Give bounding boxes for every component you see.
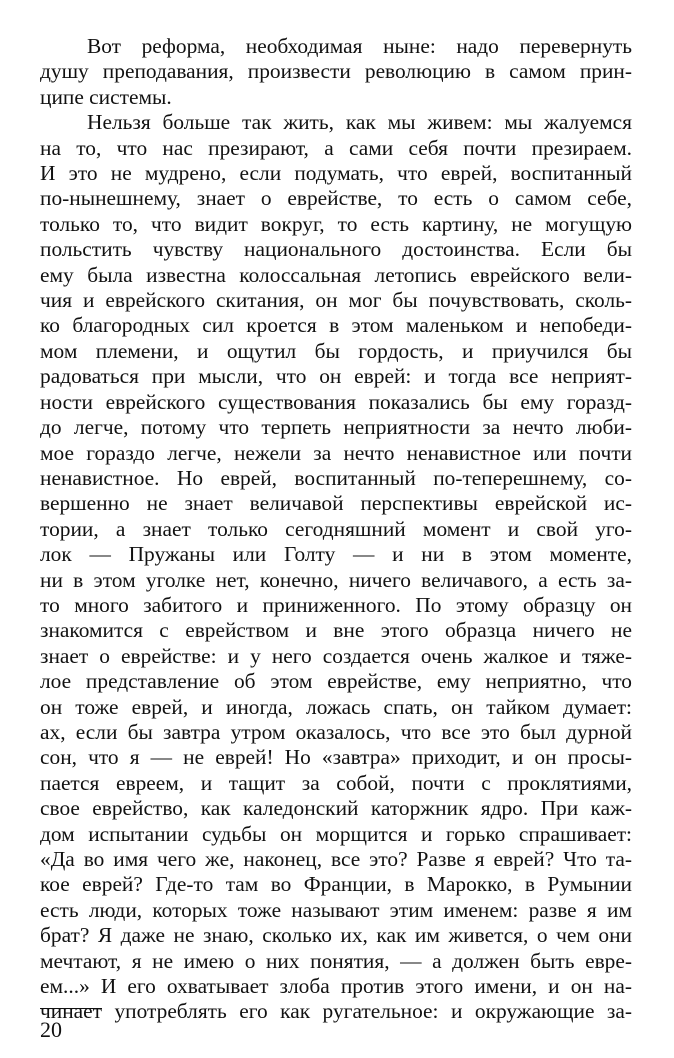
text-line: «Да во имя чего же, наконец, все это? Разве я еврей? Что та-: [40, 847, 632, 871]
text-line: лое представление об этом еврействе, ему неприятно, что: [40, 669, 632, 694]
text-line: кое еврей? Где-то там во Франции, в Марокко, в Румынии: [40, 872, 632, 897]
text-line: ах, если бы завтра утром оказалось, что все это был дурной: [40, 719, 632, 744]
page-number: 20: [40, 1017, 62, 1042]
text-line: дом испытании судьбы он морщится и горько спрашивает:: [40, 821, 632, 846]
text-line: польстить чувству национального достоинства. Если бы: [40, 237, 632, 262]
text-line: душу преподавания, произвести революцию в самом прин-: [40, 59, 632, 84]
text-line: ему была известна колоссальная летопись еврейского вели-: [40, 262, 632, 287]
text-line: тории, а знает только сегодняшний момент и свой уго-: [40, 516, 632, 541]
text-line: чия и еврейского скитания, он мог бы почувствовать, сколь-: [40, 288, 632, 313]
text-line: ности еврейского существования показались бы ему горазд-: [40, 389, 632, 414]
text-line: лок — Пружаны или Голту — и ни в этом моменте,: [40, 542, 632, 567]
text-line: мечтают, я не имею о них понятия, — а должен быть евре-: [40, 948, 632, 973]
text-line: пается евреем, и тащит за собой, почти с проклятиями,: [40, 770, 632, 795]
text-line: на то, что нас презирают, а сами себя почти презираем.: [40, 135, 632, 160]
text-line: то много забитого и приниженного. По этому образцу он: [40, 592, 632, 617]
paragraph: [40, 110, 632, 1025]
text-line: он тоже еврей, и иногда, ложась спать, он тайком думает:: [40, 694, 632, 719]
text-line: по-нынешнему, знает о еврействе, то есть о самом себе,: [40, 186, 632, 211]
text-line: радоваться при мысли, что он еврей: и тогда все неприят-: [40, 364, 632, 389]
text-line: брат? Я даже не знаю, сколько их, как им живется, о чем они: [40, 923, 632, 948]
text-line: только то, что видит вокруг, то есть картину, не могущую: [40, 211, 632, 236]
text-line: мое гораздо легче, нежели за нечто ненавистное или почти: [40, 440, 632, 465]
text-line: знакомится с еврейством и вне этого образца ничего не: [40, 618, 632, 643]
footer-rule: [40, 1008, 102, 1009]
text-line: знает о еврействе: и у него создается очень жалкое и тяже-: [40, 643, 632, 668]
text-line: И это не мудрено, если подумать, что еврей, воспитанный: [40, 161, 632, 186]
page-body: [40, 34, 632, 1025]
text-line: сон, что я — не еврей! Но «завтра» приходит, и он просы-: [40, 745, 632, 770]
text-line: ненавистное. Но еврей, воспитанный по-теперешнему, со-: [40, 465, 632, 490]
text-line: чинает употреблять его как ругательное: и окружающие за-: [40, 999, 632, 1024]
text-line: ем...» И его охватывает злоба против этого имени, и он на-: [40, 974, 632, 999]
text-line: ко благородных сил кроется в этом маленьком и непобеди-: [40, 313, 632, 338]
text-line: вершенно не знает величавой перспективы еврейской ис-: [40, 491, 632, 516]
text-line: ципе системы.: [40, 84, 172, 109]
text-line: мом племени, и ощутил бы гордость, и приучился бы: [40, 338, 632, 363]
text-line: до легче, потому что терпеть неприятности за нечто люби-: [40, 415, 632, 440]
paragraph: [40, 34, 632, 110]
text-line: Вот реформа, необходимая ныне: надо перевернуть: [87, 34, 632, 58]
text-line: есть люди, которых тоже называют этим именем: разве я им: [40, 897, 632, 922]
text-line: ни в этом уголке нет, конечно, ничего величавого, а есть за-: [40, 567, 632, 592]
text-line: Нельзя больше так жить, как мы живем: мы жалуемся: [87, 110, 632, 135]
text-line: свое еврейство, как каледонский каторжник ядро. При каж-: [40, 796, 632, 821]
